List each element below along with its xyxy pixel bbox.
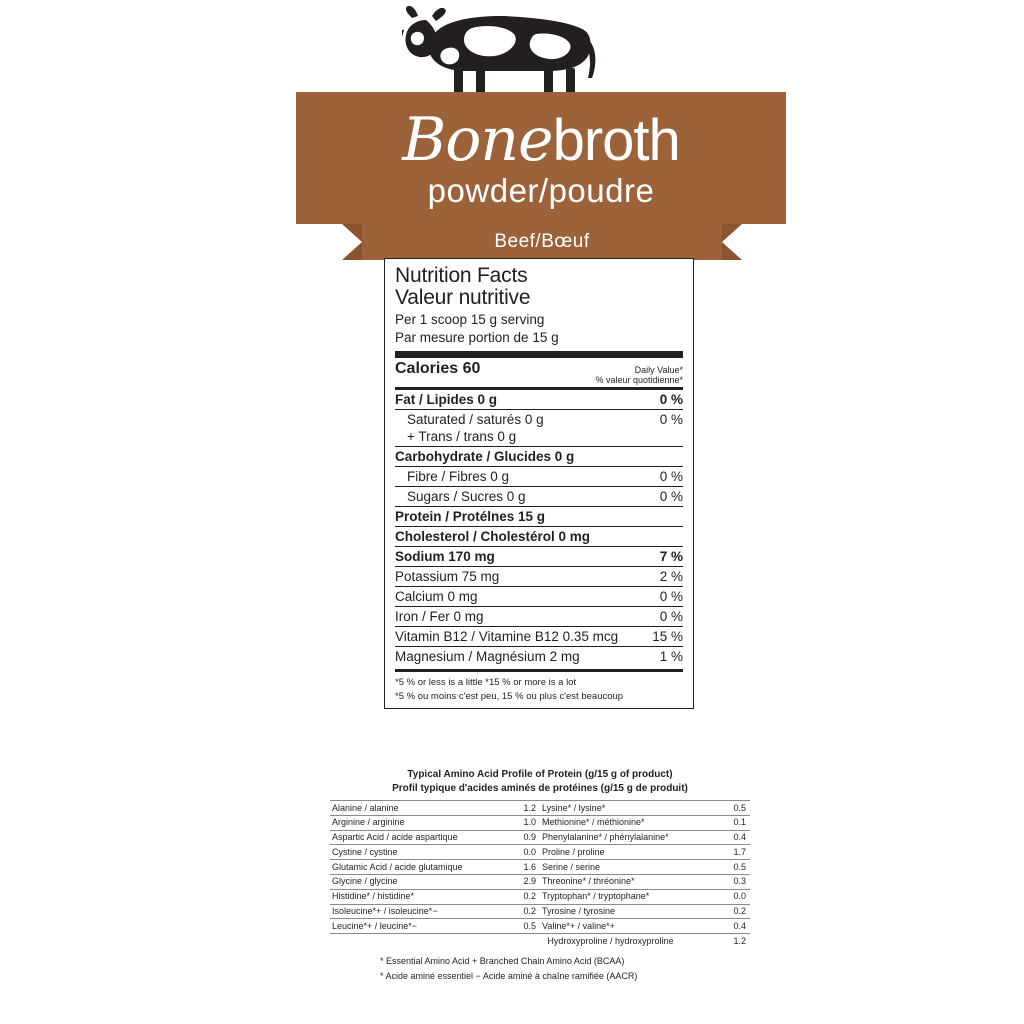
daily-value-header-en: Daily Value* [634,364,683,375]
amino-acid-value: 1.2 [733,936,746,947]
nutrient-label: Calcium 0 mg [395,589,478,605]
nutrient-row [395,487,683,506]
amino-acid-name: Tryptophan* / tryptophane* [542,891,650,902]
nutrient-label: Saturated / saturés 0 g [407,412,544,428]
nutrient-row [395,390,683,409]
flavour-ribbon [342,224,742,260]
amino-acid-title [330,768,750,796]
nutrition-facts-panel [384,258,694,709]
amino-acid-name: Valine*+ / valine*+ [542,920,615,931]
nutrition-footnote-en: *5 % or less is a little *15 % or more is a lot [395,677,577,689]
amino-acid-table [330,800,750,934]
flavour-label: Beef/Bœuf [494,231,590,252]
nutrient-label: Iron / Fer 0 mg [395,609,484,625]
nutrient-label: Cholesterol / Cholestérol 0 mg [395,529,591,545]
amino-acid-column-right [540,800,750,934]
amino-acid-row [540,815,750,830]
amino-acid-name: Proline / proline [542,846,605,857]
amino-acid-name: Arginine / arginine [332,817,405,828]
amino-acid-legend-en: * Essential Amino Acid + Branched Chain Amino Acid (BCAA) [380,955,625,966]
nutrient-dv: 0 % [659,609,683,625]
amino-acid-value: 0.4 [733,920,746,931]
amino-acid-row [330,904,540,919]
serving-size-en: Per 1 scoop 15 g serving [395,312,545,328]
amino-acid-row [540,859,750,874]
nutrient-dv: 2 % [659,569,683,585]
nutrient-label: Potassium 75 mg [395,569,500,585]
amino-acid-row [330,874,540,889]
amino-acid-value: 1.7 [733,846,746,857]
nutrient-label: Fibre / Fibres 0 g [407,469,510,485]
nutrient-row [395,587,683,606]
nutrition-title-en: Nutrition Facts [395,264,528,287]
nutrient-label: Fat / Lipides 0 g [395,392,498,408]
amino-acid-name: Aspartic Acid / acide aspartique [332,832,458,843]
amino-acid-title-en: Typical Amino Acid Profile of Protein (g/15 g of product) [407,769,673,780]
daily-value-header-fr: % valeur quotidienne* [595,374,683,385]
amino-acid-name: Leucine*+ / leucine*− [332,920,418,931]
amino-acid-value: 1.6 [523,861,536,872]
amino-acid-extra-row [330,934,750,947]
amino-acid-name: Histidine* / histidine* [332,891,415,902]
amino-acid-name: Methionine* / méthionine* [542,817,645,828]
nutrient-row [395,547,683,566]
brand-banner [296,92,786,224]
nutrition-footnote-fr: *5 % ou moins c'est peu, 15 % ou plus c'est beaucoup [395,690,624,702]
cow-illustration-container [0,2,1024,98]
nutrient-label: Sugars / Sucres 0 g [407,489,526,505]
nutrient-label: Vitamin B12 / Vitamine B12 0.35 mcg [395,629,619,645]
amino-acid-value: 0.3 [733,876,746,887]
nutrient-row [395,607,683,626]
nutrient-dv: 0 % [659,489,683,505]
nutrient-row [395,507,683,526]
brand-subtitle: powder/poudre [427,172,655,209]
nutrition-title-fr: Valeur nutritive [395,286,531,310]
amino-acid-value: 0.5 [733,861,746,872]
nutrient-label: Magnesium / Magnésium 2 mg [395,649,580,665]
amino-acid-row [330,815,540,830]
nutrient-dv: 0 % [659,392,683,408]
amino-acid-row [540,830,750,845]
amino-acid-row [330,830,540,845]
amino-acid-name: Hydroxyproline / hydroxyproline [547,936,674,947]
amino-acid-row [330,918,540,934]
amino-acid-row [330,859,540,874]
nutrient-row [395,410,683,429]
amino-acid-row [330,800,540,815]
amino-acid-value: 0.1 [733,817,746,828]
nutrient-dv: 7 % [659,549,683,565]
amino-acid-name: Isoleucine*+ / isoleucine*− [332,906,438,917]
daily-value-header [595,365,683,387]
nutrient-row [395,447,683,466]
amino-acid-name: Alanine / alanine [332,802,399,813]
calories-row [395,358,683,388]
cow-icon [402,4,622,98]
brand-name-plain: broth [552,108,680,173]
amino-acid-row [330,844,540,859]
nutrient-row [395,647,683,666]
amino-acid-section [330,768,750,984]
ribbon-tail-left [342,224,362,260]
amino-acid-row [540,918,750,934]
amino-acid-name: Phenylalanine* / phénylalanine* [542,832,669,843]
amino-acid-value: 2.9 [523,876,536,887]
nutrient-dv: 15 % [652,629,683,645]
amino-acid-row [540,889,750,904]
amino-acid-value: 0.2 [523,906,536,917]
amino-acid-name: Lysine* / lysine* [542,802,606,813]
nutrient-dv: 1 % [659,649,683,665]
amino-acid-value: 0.9 [523,832,536,843]
amino-acid-name: Glycine / glycine [332,876,398,887]
nutrient-dv: 0 % [659,589,683,605]
divider-thick [395,351,683,358]
nutrient-row [395,429,683,446]
nutrient-label: Sodium 170 mg [395,549,495,565]
nutrient-row [395,467,683,486]
amino-acid-name: Glutamic Acid / acide glutamique [332,861,463,872]
amino-acid-value: 0.0 [733,891,746,902]
calories-label: Calories 60 [395,359,481,377]
amino-acid-value: 1.0 [523,817,536,828]
nutrient-label: Protein / Protélnes 15 g [395,509,546,525]
nutrient-row [395,567,683,586]
nutrient-row [395,627,683,646]
amino-acid-value: 1.2 [523,802,536,813]
serving-size-fr: Par mesure portion de 15 g [395,330,559,346]
amino-acid-name: Tyrosine / tyrosine [542,906,616,917]
amino-acid-column-left [330,800,540,934]
nutrient-dv: 0 % [659,469,683,485]
amino-acid-row [330,889,540,904]
amino-acid-name: Serine / serine [542,861,601,872]
amino-acid-row [540,874,750,889]
amino-acid-value: 0.5 [733,802,746,813]
amino-acid-value: 0.5 [523,920,536,931]
nutrient-row [395,527,683,546]
nutrient-dv: 0 % [659,412,683,428]
nutrient-label: Carbohydrate / Glucides 0 g [395,449,575,465]
amino-acid-name: Threonine* / thréonine* [542,876,635,887]
amino-acid-value: 0.2 [523,891,536,902]
amino-acid-value: 0.2 [733,906,746,917]
amino-acid-title-fr: Profil typique d'acides aminés de protéines (g/15 g de produit) [392,783,688,794]
nutrient-label: + Trans / trans 0 g [407,429,517,445]
amino-acid-row [540,800,750,815]
amino-acid-legend-fr: * Acide aminé essentiel − Acide aminé à chaîne ramifiée (AACR) [380,971,638,982]
amino-acid-value: 0.4 [733,832,746,843]
brand-name-script: Bone [402,105,553,175]
brand-name [402,105,680,175]
amino-acid-name: Cystine / cystine [332,846,398,857]
amino-acid-row [540,904,750,919]
amino-acid-row [540,844,750,859]
ribbon-tail-right [722,224,742,260]
amino-acid-value: 0.0 [523,846,536,857]
